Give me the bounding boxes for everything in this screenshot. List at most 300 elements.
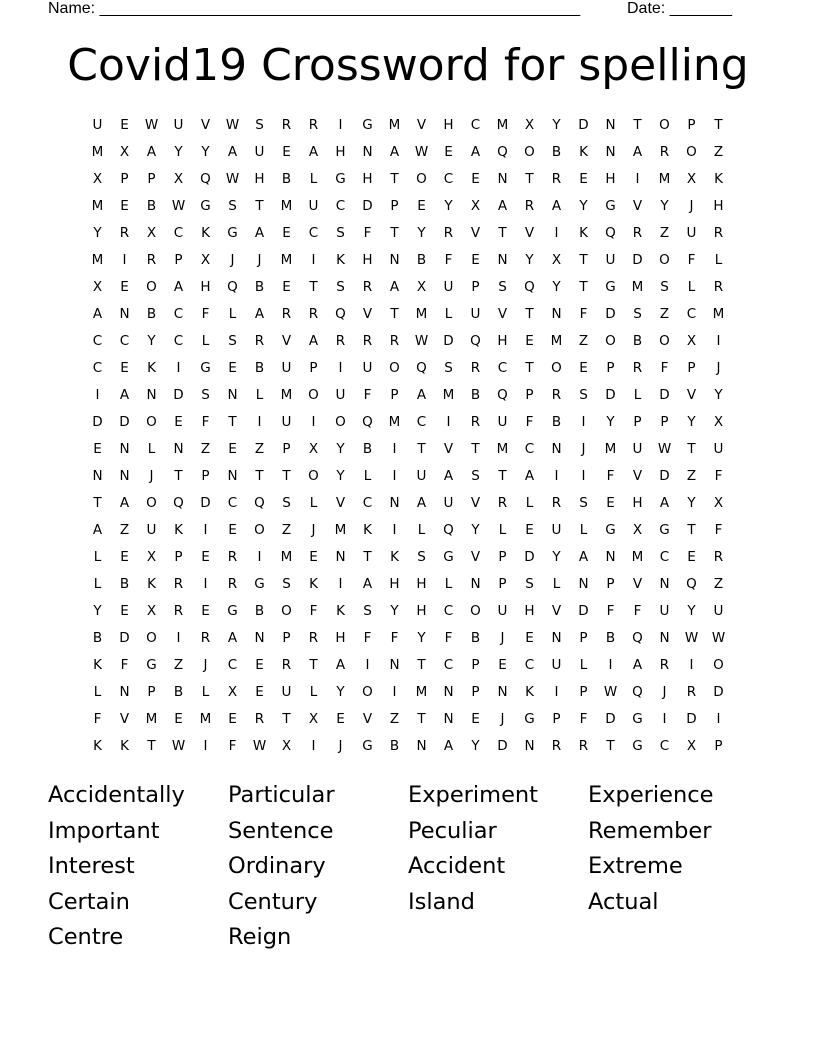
grid-letter: C	[308, 225, 319, 241]
grid-letter: I	[311, 414, 316, 430]
grid-letter: G	[605, 198, 616, 214]
grid-letter: Y	[336, 684, 345, 700]
grid-letter: Z	[713, 576, 724, 592]
grid-letter: P	[309, 360, 318, 376]
grid-letter: O	[470, 603, 481, 619]
grid-letter: I	[446, 414, 451, 430]
grid-letter: T	[309, 279, 318, 295]
grid-letter: B	[632, 333, 643, 349]
grid-letter: O	[281, 603, 292, 619]
grid-letter: T	[714, 117, 723, 133]
grid-letter: C	[92, 333, 103, 349]
grid-letter: L	[228, 306, 237, 322]
grid-letter: R	[497, 495, 508, 511]
grid-letter: V	[119, 711, 130, 727]
grid-letter: O	[146, 279, 157, 295]
grid-letter: B	[362, 441, 373, 457]
grid-letter: A	[254, 306, 265, 322]
word-bank-item: Centre	[48, 924, 124, 950]
grid-letter: R	[713, 549, 724, 565]
grid-row	[84, 276, 732, 303]
grid-letter: E	[228, 441, 237, 457]
grid-letter: V	[632, 576, 643, 592]
grid-letter: T	[417, 441, 426, 457]
grid-letter: M	[199, 711, 212, 727]
grid-letter: P	[174, 252, 183, 268]
grid-letter: A	[335, 657, 346, 673]
grid-letter: Y	[687, 414, 696, 430]
grid-letter: U	[173, 117, 184, 133]
grid-letter: B	[470, 387, 481, 403]
word-bank-item: Accidentally	[48, 782, 185, 808]
grid-letter: E	[498, 657, 507, 673]
grid-letter: B	[254, 279, 265, 295]
grid-letter: T	[687, 522, 696, 538]
grid-letter: W	[144, 117, 159, 133]
grid-letter: U	[308, 198, 319, 214]
grid-letter: P	[633, 414, 642, 430]
grid-letter: C	[362, 495, 373, 511]
grid-letter: V	[632, 198, 643, 214]
grid-letter: N	[605, 117, 616, 133]
grid-letter: F	[228, 738, 237, 754]
grid-letter: L	[147, 441, 156, 457]
grid-letter: J	[689, 198, 694, 214]
grid-row	[84, 411, 732, 438]
grid-letter: S	[201, 387, 210, 403]
grid-letter: A	[416, 495, 427, 511]
grid-letter: N	[119, 468, 130, 484]
grid-letter: A	[92, 522, 103, 538]
grid-letter: I	[392, 468, 397, 484]
grid-letter: E	[228, 360, 237, 376]
grid-letter: G	[227, 225, 238, 241]
grid-letter: L	[309, 495, 318, 511]
grid-letter: X	[92, 279, 103, 295]
grid-letter: Y	[525, 252, 534, 268]
grid-letter: N	[335, 549, 346, 565]
grid-letter: X	[119, 144, 130, 160]
grid-letter: A	[308, 144, 319, 160]
grid-letter: F	[525, 414, 534, 430]
grid-letter: E	[471, 252, 480, 268]
word-bank-item: Important	[48, 817, 160, 844]
grid-letter: G	[524, 711, 535, 727]
grid-letter: Y	[471, 738, 480, 754]
grid-letter: J	[311, 522, 316, 538]
grid-letter: Z	[659, 306, 670, 322]
grid-letter: C	[173, 306, 184, 322]
grid-letter: T	[174, 468, 183, 484]
grid-letter: G	[632, 738, 643, 754]
grid-letter: A	[389, 279, 400, 295]
grid-letter: S	[660, 279, 669, 295]
grid-letter: X	[686, 333, 697, 349]
grid-letter: Y	[579, 198, 588, 214]
grid-letter: E	[525, 522, 534, 538]
grid-letter: B	[389, 738, 400, 754]
grid-letter: C	[173, 333, 184, 349]
grid-letter: O	[146, 495, 157, 511]
grid-letter: X	[227, 684, 238, 700]
grid-letter: X	[146, 549, 157, 565]
grid-row	[84, 492, 732, 519]
grid-row	[84, 384, 732, 411]
grid-letter: R	[173, 603, 184, 619]
grid-letter: B	[173, 684, 184, 700]
word-bank-item: Century	[228, 888, 318, 915]
grid-letter: J	[500, 711, 505, 727]
grid-letter: R	[713, 225, 724, 241]
grid-letter: U	[335, 387, 346, 403]
grid-letter: R	[659, 657, 670, 673]
grid-letter: P	[660, 414, 669, 430]
grid-letter: Z	[578, 333, 589, 349]
grid-letter: N	[362, 144, 373, 160]
grid-letter: L	[309, 684, 318, 700]
grid-letter: J	[662, 684, 667, 700]
grid-letter: Q	[443, 522, 454, 538]
grid-letter: O	[659, 333, 670, 349]
grid-row	[84, 330, 732, 357]
grid-letter: F	[363, 630, 372, 646]
grid-row	[84, 519, 732, 546]
grid-letter: C	[227, 657, 238, 673]
grid-letter: E	[525, 630, 534, 646]
grid-letter: K	[579, 225, 588, 241]
grid-letter: T	[471, 441, 480, 457]
grid-letter: M	[280, 252, 293, 268]
grid-letter: R	[200, 630, 211, 646]
grid-letter: A	[227, 144, 238, 160]
grid-letter: N	[443, 684, 454, 700]
grid-letter: P	[552, 711, 561, 727]
grid-letter: W	[225, 171, 240, 187]
grid-letter: E	[201, 603, 210, 619]
grid-letter: T	[417, 711, 426, 727]
grid-letter: S	[228, 198, 237, 214]
grid-letter: R	[281, 657, 292, 673]
grid-letter: X	[146, 225, 157, 241]
grid-letter: L	[417, 522, 426, 538]
grid-letter: F	[363, 387, 372, 403]
grid-letter: W	[684, 630, 699, 646]
grid-letter: R	[551, 738, 562, 754]
grid-row	[84, 735, 732, 762]
grid-letter: M	[604, 441, 617, 457]
grid-letter: E	[228, 711, 237, 727]
word-bank-item: Actual	[588, 888, 659, 915]
grid-letter: P	[525, 387, 534, 403]
grid-letter: X	[173, 171, 184, 187]
grid-letter: A	[119, 495, 130, 511]
grid-letter: A	[119, 387, 130, 403]
grid-row	[84, 681, 732, 708]
grid-letter: R	[551, 171, 562, 187]
grid-letter: L	[687, 279, 696, 295]
grid-letter: E	[174, 711, 183, 727]
grid-letter: X	[416, 279, 427, 295]
grid-letter: N	[578, 576, 589, 592]
grid-letter: L	[201, 333, 210, 349]
grid-letter: I	[176, 360, 181, 376]
grid-letter: M	[496, 117, 509, 133]
grid-letter: N	[416, 738, 427, 754]
grid-letter: Z	[389, 711, 400, 727]
word-bank-item: Certain	[48, 888, 130, 915]
grid-letter: A	[524, 468, 535, 484]
grid-letter: S	[444, 360, 453, 376]
grid-letter: L	[714, 252, 723, 268]
grid-letter: M	[442, 387, 455, 403]
grid-letter: A	[92, 306, 103, 322]
grid-letter: R	[470, 360, 481, 376]
grid-letter: B	[146, 198, 157, 214]
grid-letter: D	[524, 549, 535, 565]
grid-letter: E	[579, 171, 588, 187]
grid-letter: Q	[497, 144, 508, 160]
grid-letter: C	[443, 657, 454, 673]
grid-letter: R	[686, 684, 697, 700]
grid-letter: D	[578, 117, 589, 133]
grid-letter: Y	[417, 225, 426, 241]
name-field: Name: ______________________________________________________	[48, 0, 581, 17]
grid-letter: U	[254, 144, 265, 160]
grid-letter: T	[525, 360, 534, 376]
grid-letter: U	[281, 414, 292, 430]
grid-letter: T	[255, 198, 264, 214]
page-title: Covid19 Crossword for spelling	[67, 40, 749, 91]
grid-letter: Y	[552, 279, 561, 295]
grid-letter: M	[415, 684, 428, 700]
grid-letter: M	[91, 252, 104, 268]
grid-letter: H	[524, 603, 535, 619]
grid-letter: C	[416, 414, 427, 430]
grid-letter: G	[200, 198, 211, 214]
grid-letter: O	[146, 414, 157, 430]
grid-row	[84, 195, 732, 222]
grid-letter: Q	[632, 684, 643, 700]
word-bank-item: Extreme	[588, 853, 683, 879]
grid-letter: R	[578, 738, 589, 754]
grid-letter: U	[713, 603, 724, 619]
grid-letter: I	[392, 441, 397, 457]
grid-letter: I	[257, 414, 262, 430]
grid-letter: R	[443, 225, 454, 241]
grid-letter: V	[524, 225, 535, 241]
grid-letter: U	[281, 684, 292, 700]
grid-letter: G	[443, 549, 454, 565]
grid-letter: C	[443, 603, 454, 619]
grid-letter: U	[146, 522, 157, 538]
grid-letter: X	[308, 711, 319, 727]
grid-letter: V	[281, 333, 292, 349]
grid-letter: D	[713, 684, 724, 700]
grid-letter: Y	[174, 144, 183, 160]
grid-letter: M	[496, 441, 509, 457]
grid-letter: U	[92, 117, 103, 133]
grid-letter: Y	[552, 117, 561, 133]
grid-letter: A	[497, 198, 508, 214]
grid-letter: D	[92, 414, 103, 430]
grid-letter: P	[201, 468, 210, 484]
grid-letter: D	[632, 252, 643, 268]
grid-letter: R	[632, 360, 643, 376]
grid-letter: R	[713, 279, 724, 295]
grid-letter: M	[91, 144, 104, 160]
grid-letter: T	[363, 549, 372, 565]
grid-letter: C	[497, 360, 508, 376]
word-bank-item: Peculiar	[408, 817, 497, 844]
grid-letter: O	[659, 252, 670, 268]
grid-letter: I	[689, 657, 694, 673]
grid-letter: I	[608, 657, 613, 673]
grid-letter: L	[444, 576, 453, 592]
grid-letter: X	[92, 171, 103, 187]
grid-letter: T	[390, 306, 399, 322]
grid-letter: O	[659, 117, 670, 133]
grid-letter: Y	[687, 495, 696, 511]
word-search-grid	[84, 114, 732, 762]
grid-row	[84, 573, 732, 600]
grid-letter: X	[686, 738, 697, 754]
grid-letter: S	[471, 468, 480, 484]
grid-letter: G	[659, 522, 670, 538]
grid-letter: Z	[281, 522, 292, 538]
grid-letter: X	[308, 441, 319, 457]
grid-letter: X	[713, 414, 724, 430]
grid-letter: Z	[173, 657, 184, 673]
grid-letter: X	[551, 252, 562, 268]
grid-letter: N	[659, 576, 670, 592]
grid-letter: B	[254, 603, 265, 619]
grid-row	[84, 249, 732, 276]
grid-letter: O	[362, 684, 373, 700]
grid-letter: P	[606, 576, 615, 592]
grid-letter: O	[551, 360, 562, 376]
grid-letter: O	[146, 630, 157, 646]
grid-letter: F	[93, 711, 102, 727]
grid-letter: D	[119, 414, 130, 430]
grid-letter: S	[579, 495, 588, 511]
grid-letter: T	[147, 738, 156, 754]
grid-letter: S	[228, 333, 237, 349]
grid-letter: Q	[605, 225, 616, 241]
grid-letter: M	[280, 387, 293, 403]
word-bank-item: Experiment	[408, 782, 539, 808]
grid-letter: T	[525, 306, 534, 322]
grid-letter: H	[443, 117, 454, 133]
grid-letter: B	[551, 144, 562, 160]
grid-letter: Q	[173, 495, 184, 511]
grid-letter: A	[362, 576, 373, 592]
grid-letter: D	[173, 387, 184, 403]
grid-letter: W	[171, 198, 186, 214]
grid-letter: E	[687, 549, 696, 565]
grid-letter: A	[416, 387, 427, 403]
word-bank-item: Particular	[228, 782, 335, 808]
grid-letter: I	[662, 711, 667, 727]
grid-letter: I	[554, 468, 559, 484]
grid-letter: S	[417, 549, 426, 565]
grid-letter: R	[389, 333, 400, 349]
grid-letter: C	[659, 738, 670, 754]
grid-letter: F	[444, 252, 453, 268]
grid-letter: S	[525, 576, 534, 592]
word-bank-item: Reign	[228, 924, 292, 950]
grid-letter: I	[203, 738, 208, 754]
grid-letter: F	[120, 657, 129, 673]
grid-letter: H	[362, 171, 373, 187]
grid-letter: D	[605, 387, 616, 403]
grid-row	[84, 114, 732, 141]
grid-letter: N	[119, 684, 130, 700]
grid-letter: A	[659, 495, 670, 511]
grid-letter: K	[309, 576, 318, 592]
grid-letter: L	[579, 522, 588, 538]
grid-letter: W	[225, 117, 240, 133]
grid-letter: C	[173, 225, 184, 241]
grid-letter: E	[525, 333, 534, 349]
grid-letter: C	[227, 495, 238, 511]
grid-letter: T	[498, 225, 507, 241]
grid-letter: P	[147, 171, 156, 187]
grid-letter: H	[632, 495, 643, 511]
grid-letter: Z	[659, 225, 670, 241]
grid-letter: C	[659, 549, 670, 565]
grid-letter: D	[686, 711, 697, 727]
grid-letter: U	[686, 225, 697, 241]
grid-letter: B	[281, 171, 292, 187]
grid-letter: R	[254, 711, 265, 727]
grid-letter: A	[632, 657, 643, 673]
grid-letter: G	[335, 171, 346, 187]
grid-letter: V	[416, 117, 427, 133]
grid-letter: V	[470, 495, 481, 511]
grid-letter: P	[282, 441, 291, 457]
grid-letter: U	[470, 306, 481, 322]
grid-letter: W	[414, 144, 429, 160]
grid-row	[84, 708, 732, 735]
grid-letter: I	[338, 360, 343, 376]
grid-letter: K	[201, 225, 210, 241]
grid-letter: K	[93, 657, 102, 673]
grid-letter: I	[257, 549, 262, 565]
grid-letter: A	[227, 630, 238, 646]
grid-row	[84, 357, 732, 384]
grid-letter: H	[200, 279, 211, 295]
grid-letter: C	[470, 117, 481, 133]
date-field: Date: _______	[627, 0, 732, 17]
grid-letter: E	[282, 279, 291, 295]
grid-letter: T	[579, 252, 588, 268]
grid-letter: G	[254, 576, 265, 592]
grid-letter: P	[174, 549, 183, 565]
grid-letter: I	[338, 576, 343, 592]
grid-letter: X	[200, 252, 211, 268]
grid-letter: Y	[606, 414, 615, 430]
grid-letter: I	[716, 711, 721, 727]
word-bank-item: Experience	[588, 782, 714, 808]
grid-letter: N	[470, 576, 481, 592]
grid-letter: J	[203, 657, 208, 673]
grid-letter: T	[228, 414, 237, 430]
grid-letter: Y	[390, 603, 399, 619]
grid-letter: X	[686, 171, 697, 187]
grid-letter: G	[200, 360, 211, 376]
grid-letter: V	[470, 225, 481, 241]
grid-letter: U	[443, 279, 454, 295]
